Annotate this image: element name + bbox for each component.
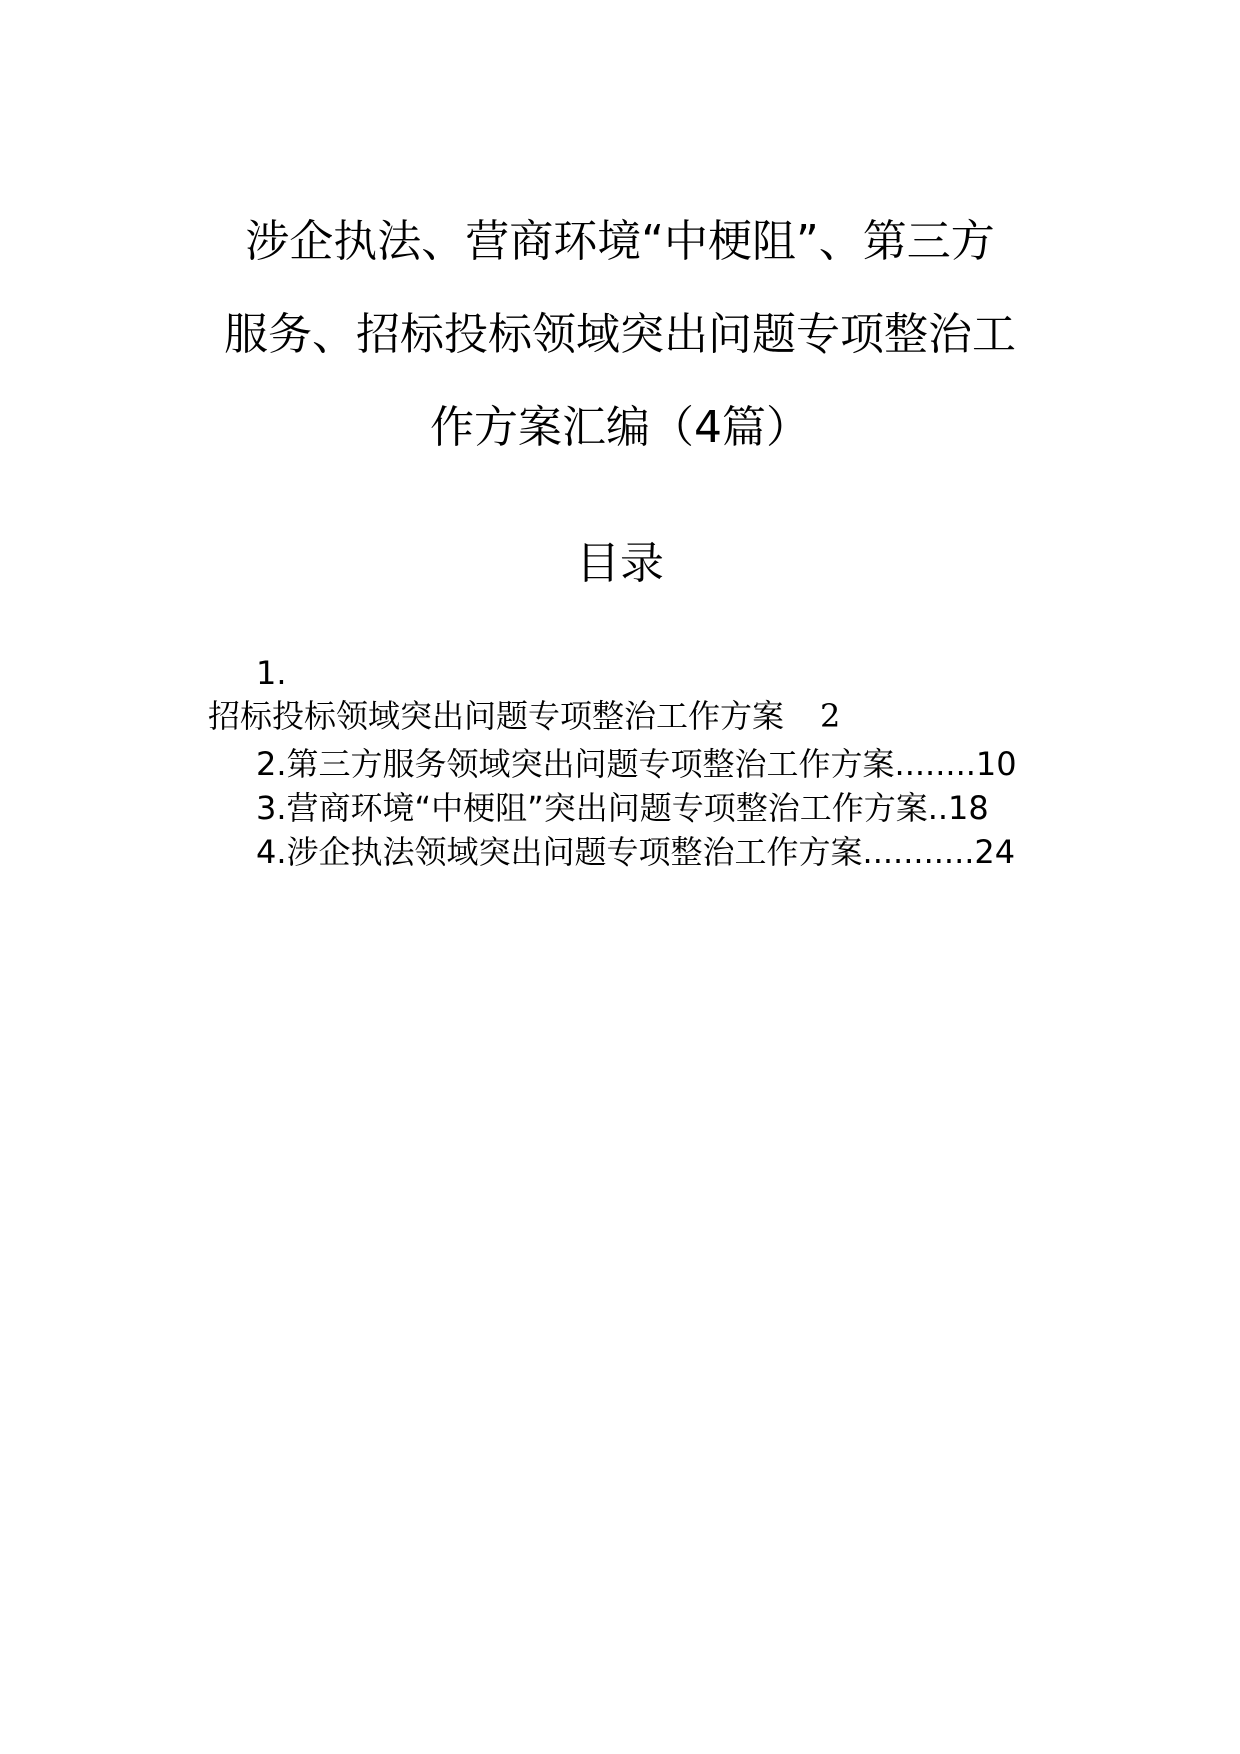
toc-entry-3[interactable]: 3.营商环境“中梗阻”突出问题专项整治工作方案..18 (256, 789, 989, 827)
toc-entry-1-page: 2 (820, 697, 841, 735)
toc-entry-4[interactable]: 4.涉企执法领域突出问题专项整治工作方案...........24 (256, 833, 1016, 871)
document-title-line-1: 涉企执法、营商环境“中梗阻”、第三方 (245, 216, 995, 267)
toc-entry-1-title: 招标投标领域突出问题专项整治工作方案 (208, 697, 785, 735)
toc-entry-1[interactable] (208, 694, 840, 738)
toc-entry-2[interactable]: 2.第三方服务领域突出问题专项整治工作方案........10 (256, 745, 1017, 783)
toc-heading: 目录 (576, 538, 664, 589)
document-title-line-2: 服务、招标投标领域突出问题专项整治工 (224, 309, 1016, 360)
document-title-line-3: 作方案汇编（4篇） (430, 402, 810, 453)
toc-entry-1-number: 1. (256, 654, 287, 692)
